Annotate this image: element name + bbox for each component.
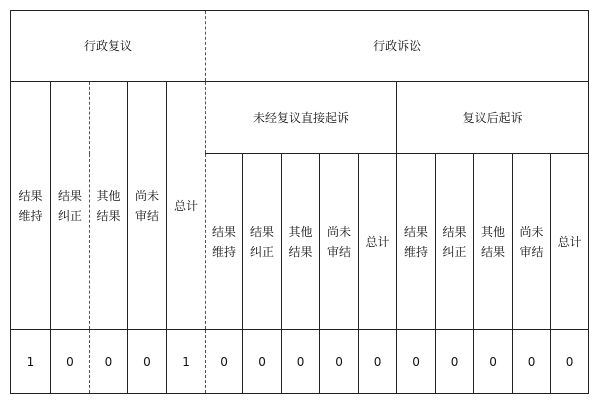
after-review-value-pending: 0 — [513, 330, 551, 394]
admin-review-col-upheld — [11, 82, 51, 330]
admin-review-col-corrected — [51, 82, 90, 330]
direct-col-pending — [320, 154, 359, 330]
cell-text: 总计 — [557, 234, 582, 249]
after-review-col-pending — [513, 154, 551, 330]
cell-text: 结果维持 — [404, 224, 429, 259]
admin-review-col-pending — [128, 82, 167, 330]
cell-text: 结果维持 — [18, 188, 43, 223]
cell-text: 尚未审结 — [327, 224, 352, 259]
cell-text: 其他结果 — [96, 188, 121, 223]
after-review-col-corrected — [436, 154, 474, 330]
after-review-value-corrected: 0 — [436, 330, 474, 394]
admin-review-value-pending: 0 — [128, 330, 167, 394]
cell-text: 尚未审结 — [134, 188, 159, 223]
cell-text: 结果维持 — [212, 224, 237, 259]
direct-col-upheld — [206, 154, 243, 330]
direct-col-other — [282, 154, 320, 330]
admin-review-value-other: 0 — [90, 330, 128, 394]
after-review-value-upheld: 0 — [397, 330, 436, 394]
cell-text: 结果纠正 — [442, 224, 467, 259]
after-review-col-other — [474, 154, 513, 330]
admin-review-header: 行政复议 — [11, 11, 206, 82]
cell-text: 其他结果 — [288, 224, 313, 259]
after-review-col-total — [551, 154, 589, 330]
after-review-litigation-header: 复议后起诉 — [397, 82, 589, 154]
direct-value-corrected: 0 — [243, 330, 282, 394]
after-review-value-total: 0 — [551, 330, 589, 394]
cell-text: 总计 — [174, 198, 199, 213]
admin-review-col-other — [90, 82, 128, 330]
direct-value-total: 0 — [359, 330, 397, 394]
cell-text: 总计 — [365, 234, 390, 249]
after-review-col-upheld — [397, 154, 436, 330]
statistics-table — [10, 10, 589, 394]
admin-review-value-total: 1 — [167, 330, 206, 394]
direct-col-total — [359, 154, 397, 330]
cell-text: 结果纠正 — [250, 224, 275, 259]
cell-text: 其他结果 — [481, 224, 506, 259]
direct-value-upheld: 0 — [206, 330, 243, 394]
admin-review-value-corrected: 0 — [51, 330, 90, 394]
direct-col-corrected — [243, 154, 282, 330]
cell-text: 结果纠正 — [57, 188, 82, 223]
admin-review-col-total — [167, 82, 206, 330]
admin-review-value-upheld: 1 — [11, 330, 51, 394]
direct-value-other: 0 — [282, 330, 320, 394]
direct-litigation-header: 未经复议直接起诉 — [206, 82, 397, 154]
cell-text: 尚未审结 — [519, 224, 544, 259]
admin-litigation-header: 行政诉讼 — [206, 11, 589, 82]
direct-value-pending: 0 — [320, 330, 359, 394]
after-review-value-other: 0 — [474, 330, 513, 394]
